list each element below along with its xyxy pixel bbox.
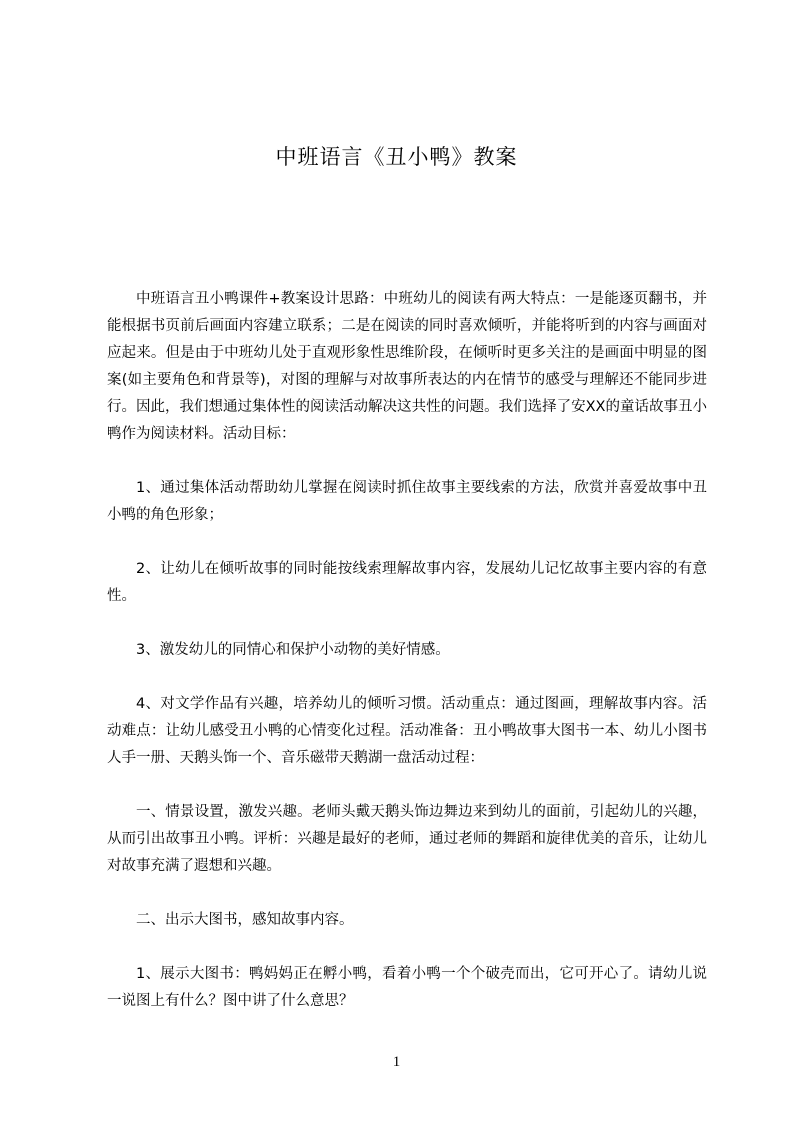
paragraph-step-1: 一、情景设置，激发兴趣。老师头戴天鹅头饰边舞边来到幼儿的面前，引起幼儿的兴趣，从而引出故事丑小鸭。评析：兴趣是最好的老师，通过老师的舞蹈和旋律优美的音乐，让幼儿对故事充满了遐想和兴趣。: [107, 804, 707, 874]
paragraph-goal-1: 1、通过集体活动帮助幼儿掌握在阅读时抓住故事主要线索的方法，欣赏并喜爱故事中丑小鸭的角色形象；: [107, 480, 707, 523]
page-number: 1: [392, 1054, 401, 1070]
document-title: 中班语言《丑小鸭》教案: [275, 145, 518, 169]
paragraph-goal-2: 2、让幼儿在倾听故事的同时能按线索理解故事内容，发展幼儿记忆故事主要内容的有意性。: [107, 561, 707, 604]
paragraph-step-2: 二、出示大图书，感知故事内容。: [136, 912, 354, 928]
paragraph-design-idea: 中班语言丑小鸭课件+教案设计思路：中班幼儿的阅读有两大特点：一是能逐页翻书，并能根据书页前后画面内容建立联系；二是在阅读的同时喜欢倾听，并能将听到的内容与画面对应起来。但是由于中班幼儿处于直观形象性思维阶段，在倾听时更多关注的是画面中明显的图案(如主要角色和背景等)，对图的理解与对故事所表达的内在情节的感受与理解还不能同步进行。因此，我们想通过集体性的阅读活动解决这共性的问题。我们选择了安XX的童话故事丑小鸭作为阅读材料。活动目标：: [107, 291, 707, 442]
document-body: [107, 286, 707, 1015]
paragraph-step-2-1: 1、展示大图书：鸭妈妈正在孵小鸭，看着小鸭一个个破壳而出，它可开心了。请幼儿说一说图上有什么？图中讲了什么意思？: [107, 966, 707, 1009]
paragraph-goal-3: 3、激发幼儿的同情心和保护小动物的美好情感。: [136, 642, 450, 658]
paragraph-goal-4: 4、对文学作品有兴趣，培养幼儿的倾听习惯。活动重点：通过图画，理解故事内容。活动难点：让幼儿感受丑小鸭的心情变化过程。活动准备：丑小鸭故事大图书一本、幼儿小图书人手一册、天鹅头饰一个、音乐磁带天鹅湖一盘活动过程：: [107, 696, 707, 766]
